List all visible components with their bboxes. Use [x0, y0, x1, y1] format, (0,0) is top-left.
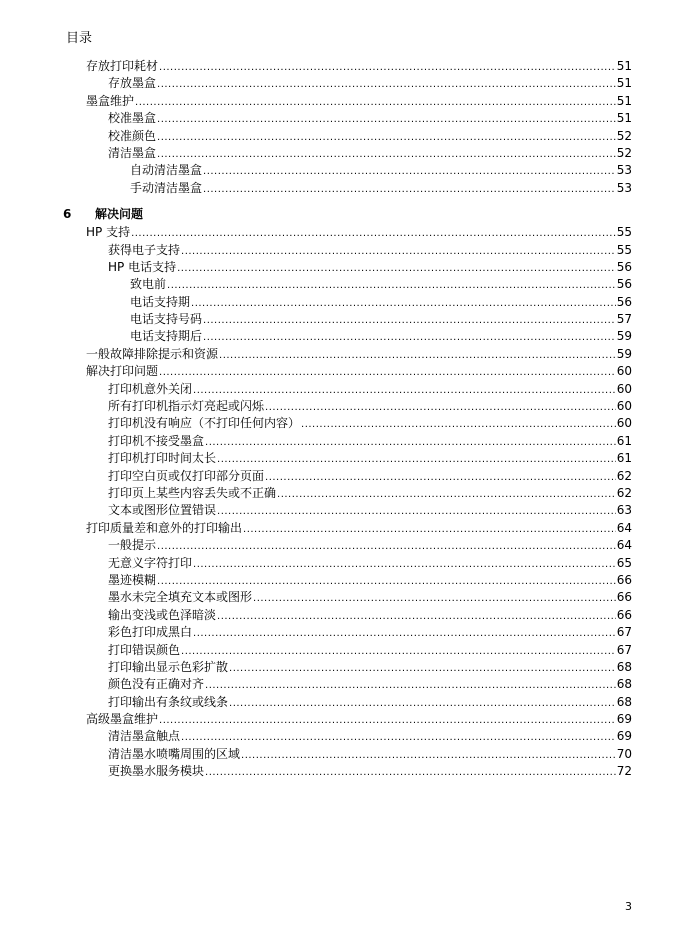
toc-entry-page: 66 — [616, 607, 632, 622]
toc-entry-title: HP 支持 — [86, 225, 131, 240]
toc-entry-title: 打印输出显示色彩扩散 — [108, 659, 229, 674]
toc-entry-title: 一般提示 — [108, 538, 157, 553]
toc-entry-title: 彩色打印成黑白 — [108, 625, 193, 640]
toc-entry-title: 清洁墨盒触点 — [108, 729, 181, 744]
dot-leader — [177, 260, 616, 277]
toc-entry-title: 墨盒维护 — [86, 93, 135, 108]
toc-entry-page: 60 — [616, 416, 632, 431]
dot-leader — [135, 94, 616, 111]
dot-leader — [265, 469, 616, 486]
toc-entry[interactable] — [0, 180, 683, 197]
toc-entry-title: 打印质量差和意外的打印输出 — [86, 520, 243, 535]
toc-entry[interactable] — [0, 398, 683, 415]
toc-entry[interactable] — [0, 763, 683, 780]
table-of-contents — [0, 58, 683, 781]
toc-entry-page: 53 — [616, 163, 632, 178]
toc-entry[interactable] — [0, 659, 683, 676]
dot-leader — [157, 146, 616, 163]
toc-entry[interactable] — [0, 128, 683, 145]
toc-entry-title: 打印机意外关闭 — [108, 381, 193, 396]
toc-entry-page: 67 — [616, 642, 632, 657]
toc-entry[interactable] — [0, 58, 683, 75]
toc-entry[interactable] — [0, 363, 683, 380]
dot-leader — [217, 503, 616, 520]
toc-entry-title: 颜色没有正确对齐 — [108, 677, 205, 692]
toc-entry-page: 68 — [616, 694, 632, 709]
toc-entry-page: 65 — [616, 555, 632, 570]
toc-entry-page: 70 — [616, 746, 632, 761]
toc-entry[interactable] — [0, 259, 683, 276]
dot-leader — [191, 295, 616, 312]
toc-entry-page: 66 — [616, 572, 632, 587]
toc-entry-title: 输出变浅或色泽暗淡 — [108, 607, 217, 622]
toc-entry-page: 68 — [616, 659, 632, 674]
toc-entry[interactable] — [0, 433, 683, 450]
dot-leader — [241, 747, 616, 764]
toc-entry[interactable] — [0, 294, 683, 311]
toc-entry-title: 所有打印机指示灯亮起或闪烁 — [108, 399, 265, 414]
toc-entry[interactable] — [0, 311, 683, 328]
toc-entry[interactable] — [0, 224, 683, 241]
toc-entry-title: 清洁墨水喷嘴周围的区域 — [108, 746, 241, 761]
toc-entry-title: 墨迹模糊 — [108, 572, 157, 587]
toc-entry[interactable] — [0, 75, 683, 92]
toc-section-after — [0, 224, 683, 781]
dot-leader — [181, 243, 616, 260]
toc-entry-title: 打印机打印时间太长 — [108, 451, 217, 466]
dot-leader — [203, 329, 616, 346]
dot-leader — [229, 660, 616, 677]
toc-entry-page: 51 — [616, 76, 632, 91]
dot-leader — [253, 590, 616, 607]
toc-entry[interactable] — [0, 110, 683, 127]
toc-entry-page: 56 — [616, 294, 632, 309]
dot-leader — [205, 677, 616, 694]
dot-leader — [181, 729, 616, 746]
toc-entry-title: 文本或图形位置错误 — [108, 503, 217, 518]
toc-entry-page: 69 — [616, 712, 632, 727]
toc-entry[interactable] — [0, 162, 683, 179]
toc-entry-page: 62 — [616, 468, 632, 483]
dot-leader — [217, 451, 616, 468]
toc-entry-title: 存放墨盒 — [108, 76, 157, 91]
toc-entry-page: 55 — [616, 225, 632, 240]
toc-entry-page: 66 — [616, 590, 632, 605]
toc-entry-page: 63 — [616, 503, 632, 518]
dot-leader — [203, 181, 616, 198]
dot-leader — [193, 382, 616, 399]
toc-entry-title: 打印机没有响应（不打印任何内容） — [108, 416, 301, 431]
toc-entry-page: 53 — [616, 180, 632, 195]
toc-entry-title: 高级墨盒维护 — [86, 712, 159, 727]
toc-entry-title: 电话支持期 — [130, 294, 191, 309]
dot-leader — [193, 625, 616, 642]
toc-entry[interactable] — [0, 555, 683, 572]
toc-entry-title: 电话支持号码 — [130, 312, 203, 327]
toc-entry-title: 存放打印耗材 — [86, 59, 159, 73]
toc-entry[interactable] — [0, 676, 683, 693]
dot-leader — [159, 712, 616, 729]
dot-leader — [157, 111, 616, 128]
dot-leader — [243, 521, 616, 538]
toc-entry-page: 57 — [616, 312, 632, 327]
dot-leader — [277, 486, 616, 503]
toc-entry[interactable] — [0, 415, 683, 432]
toc-entry-title: 打印页上某些内容丢失或不正确 — [108, 485, 277, 500]
dot-leader — [131, 225, 616, 242]
dot-leader — [159, 364, 616, 381]
chapter-heading[interactable] — [0, 204, 683, 224]
toc-entry-page: 51 — [616, 93, 632, 108]
dot-leader — [229, 695, 616, 712]
toc-entry-title: 校准颜色 — [108, 128, 157, 143]
toc-entry[interactable] — [0, 537, 683, 554]
toc-entry-title: 解决打印问题 — [86, 364, 159, 379]
dot-leader — [181, 643, 616, 660]
dot-leader — [203, 312, 616, 329]
toc-entry-title: 电话支持期后 — [130, 329, 203, 344]
toc-section-before — [0, 58, 683, 197]
toc-entry-title: 打印机不接受墨盒 — [108, 433, 205, 448]
dot-leader — [159, 59, 616, 76]
dot-leader — [301, 416, 616, 433]
toc-entry-page: 59 — [616, 329, 632, 344]
toc-entry[interactable] — [0, 276, 683, 293]
dot-leader — [157, 76, 616, 93]
toc-entry-page: 64 — [616, 538, 632, 553]
page-header: 目录 — [66, 31, 93, 46]
toc-entry-title: 一般故障排除提示和资源 — [86, 346, 219, 361]
toc-entry-page: 60 — [616, 381, 632, 396]
toc-entry[interactable] — [0, 485, 683, 502]
toc-entry[interactable] — [0, 520, 683, 537]
toc-entry[interactable] — [0, 468, 683, 485]
toc-entry-page: 52 — [616, 128, 632, 143]
toc-entry[interactable] — [0, 381, 683, 398]
toc-entry-title: 自动清洁墨盒 — [130, 163, 203, 178]
toc-entry-page: 64 — [616, 520, 632, 535]
toc-entry-title: 墨水未完全填充文本或图形 — [108, 590, 253, 605]
toc-entry-page: 67 — [616, 625, 632, 640]
toc-entry-page: 51 — [616, 59, 632, 73]
toc-entry-page: 60 — [616, 364, 632, 379]
toc-entry-page: 61 — [616, 451, 632, 466]
chapter-number: 6 — [63, 207, 72, 222]
toc-entry-title: 清洁墨盒 — [108, 145, 157, 160]
toc-entry[interactable] — [0, 589, 683, 606]
toc-entry[interactable] — [0, 145, 683, 162]
dot-leader — [205, 764, 616, 781]
toc-entry[interactable] — [0, 242, 683, 259]
dot-leader — [167, 277, 616, 294]
toc-entry-page: 61 — [616, 433, 632, 448]
dot-leader — [219, 347, 616, 364]
toc-entry-title: 打印输出有条纹或线条 — [108, 694, 229, 709]
toc-entry-page: 68 — [616, 677, 632, 692]
toc-entry-page: 60 — [616, 399, 632, 414]
toc-entry-title: 致电前 — [130, 277, 167, 292]
toc-entry-title: 打印空白页或仅打印部分页面 — [108, 468, 265, 483]
toc-entry-page: 56 — [616, 277, 632, 292]
toc-entry-page: 52 — [616, 145, 632, 160]
toc-entry[interactable] — [0, 502, 683, 519]
toc-entry-page: 59 — [616, 346, 632, 361]
toc-entry[interactable] — [0, 450, 683, 467]
toc-entry-page: 69 — [616, 729, 632, 744]
toc-entry-title: HP 电话支持 — [108, 259, 177, 274]
dot-leader — [205, 434, 616, 451]
toc-entry-title: 更换墨水服务模块 — [108, 764, 205, 779]
toc-entry[interactable] — [0, 728, 683, 745]
toc-entry-page: 51 — [616, 111, 632, 126]
toc-entry[interactable] — [0, 572, 683, 589]
dot-leader — [157, 538, 616, 555]
toc-entry-title: 无意义字符打印 — [108, 555, 193, 570]
toc-entry-page: 55 — [616, 242, 632, 257]
toc-entry[interactable] — [0, 346, 683, 363]
dot-leader — [203, 163, 616, 180]
toc-entry[interactable] — [0, 711, 683, 728]
toc-entry-page: 56 — [616, 259, 632, 274]
toc-entry-page: 62 — [616, 485, 632, 500]
dot-leader — [193, 556, 616, 573]
toc-entry[interactable] — [0, 93, 683, 110]
chapter-title: 解决问题 — [95, 207, 144, 222]
toc-entry-title: 获得电子支持 — [108, 242, 181, 257]
toc-entry-title: 校准墨盒 — [108, 111, 157, 126]
dot-leader — [265, 399, 616, 416]
dot-leader — [157, 129, 616, 146]
toc-entry[interactable] — [0, 746, 683, 763]
toc-entry-page: 72 — [616, 764, 632, 779]
toc-entry[interactable] — [0, 328, 683, 345]
page-number: 3 — [625, 900, 632, 913]
toc-entry[interactable] — [0, 607, 683, 624]
toc-entry-title: 手动清洁墨盒 — [130, 180, 203, 195]
toc-entry[interactable] — [0, 694, 683, 711]
toc-entry[interactable] — [0, 624, 683, 641]
toc-entry-title: 打印错误颜色 — [108, 642, 181, 657]
dot-leader — [217, 608, 616, 625]
toc-entry[interactable] — [0, 642, 683, 659]
dot-leader — [157, 573, 616, 590]
